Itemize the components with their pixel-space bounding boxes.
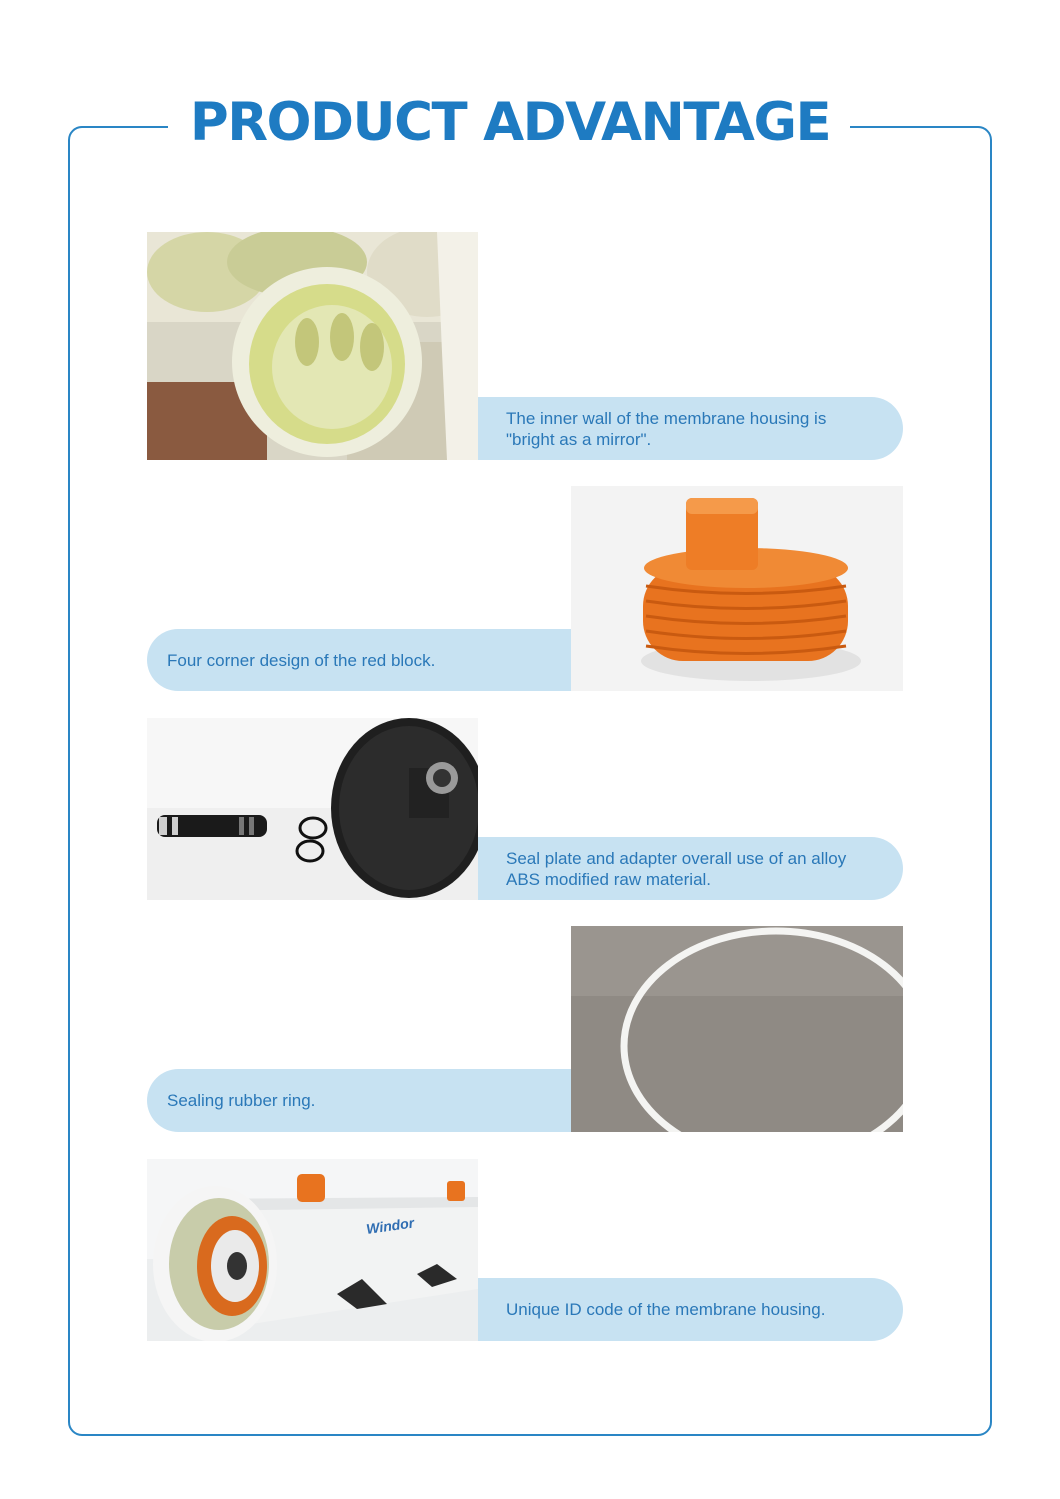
feature-caption-1: The inner wall of the membrane housing is "bright as a mirror". [478, 397, 903, 460]
rubber-ring-photo [571, 926, 903, 1132]
feature-caption-2: Four corner design of the red block. [147, 629, 571, 691]
orange-plug-photo [571, 486, 903, 691]
membrane-housing-photo [147, 1159, 478, 1341]
page-title: PRODUCT ADVANTAGE [189, 92, 831, 153]
fiberglass-pipe-photo [147, 232, 478, 460]
seal-plate-adapter-photo [147, 718, 478, 900]
feature-caption-4: Sealing rubber ring. [147, 1069, 571, 1132]
feature-caption-3: Seal plate and adapter overall use of an alloy ABS modified raw material. [478, 837, 903, 900]
feature-caption-5: Unique ID code of the membrane housing. [478, 1278, 903, 1341]
housing-brand-label: Windor [365, 1214, 416, 1237]
